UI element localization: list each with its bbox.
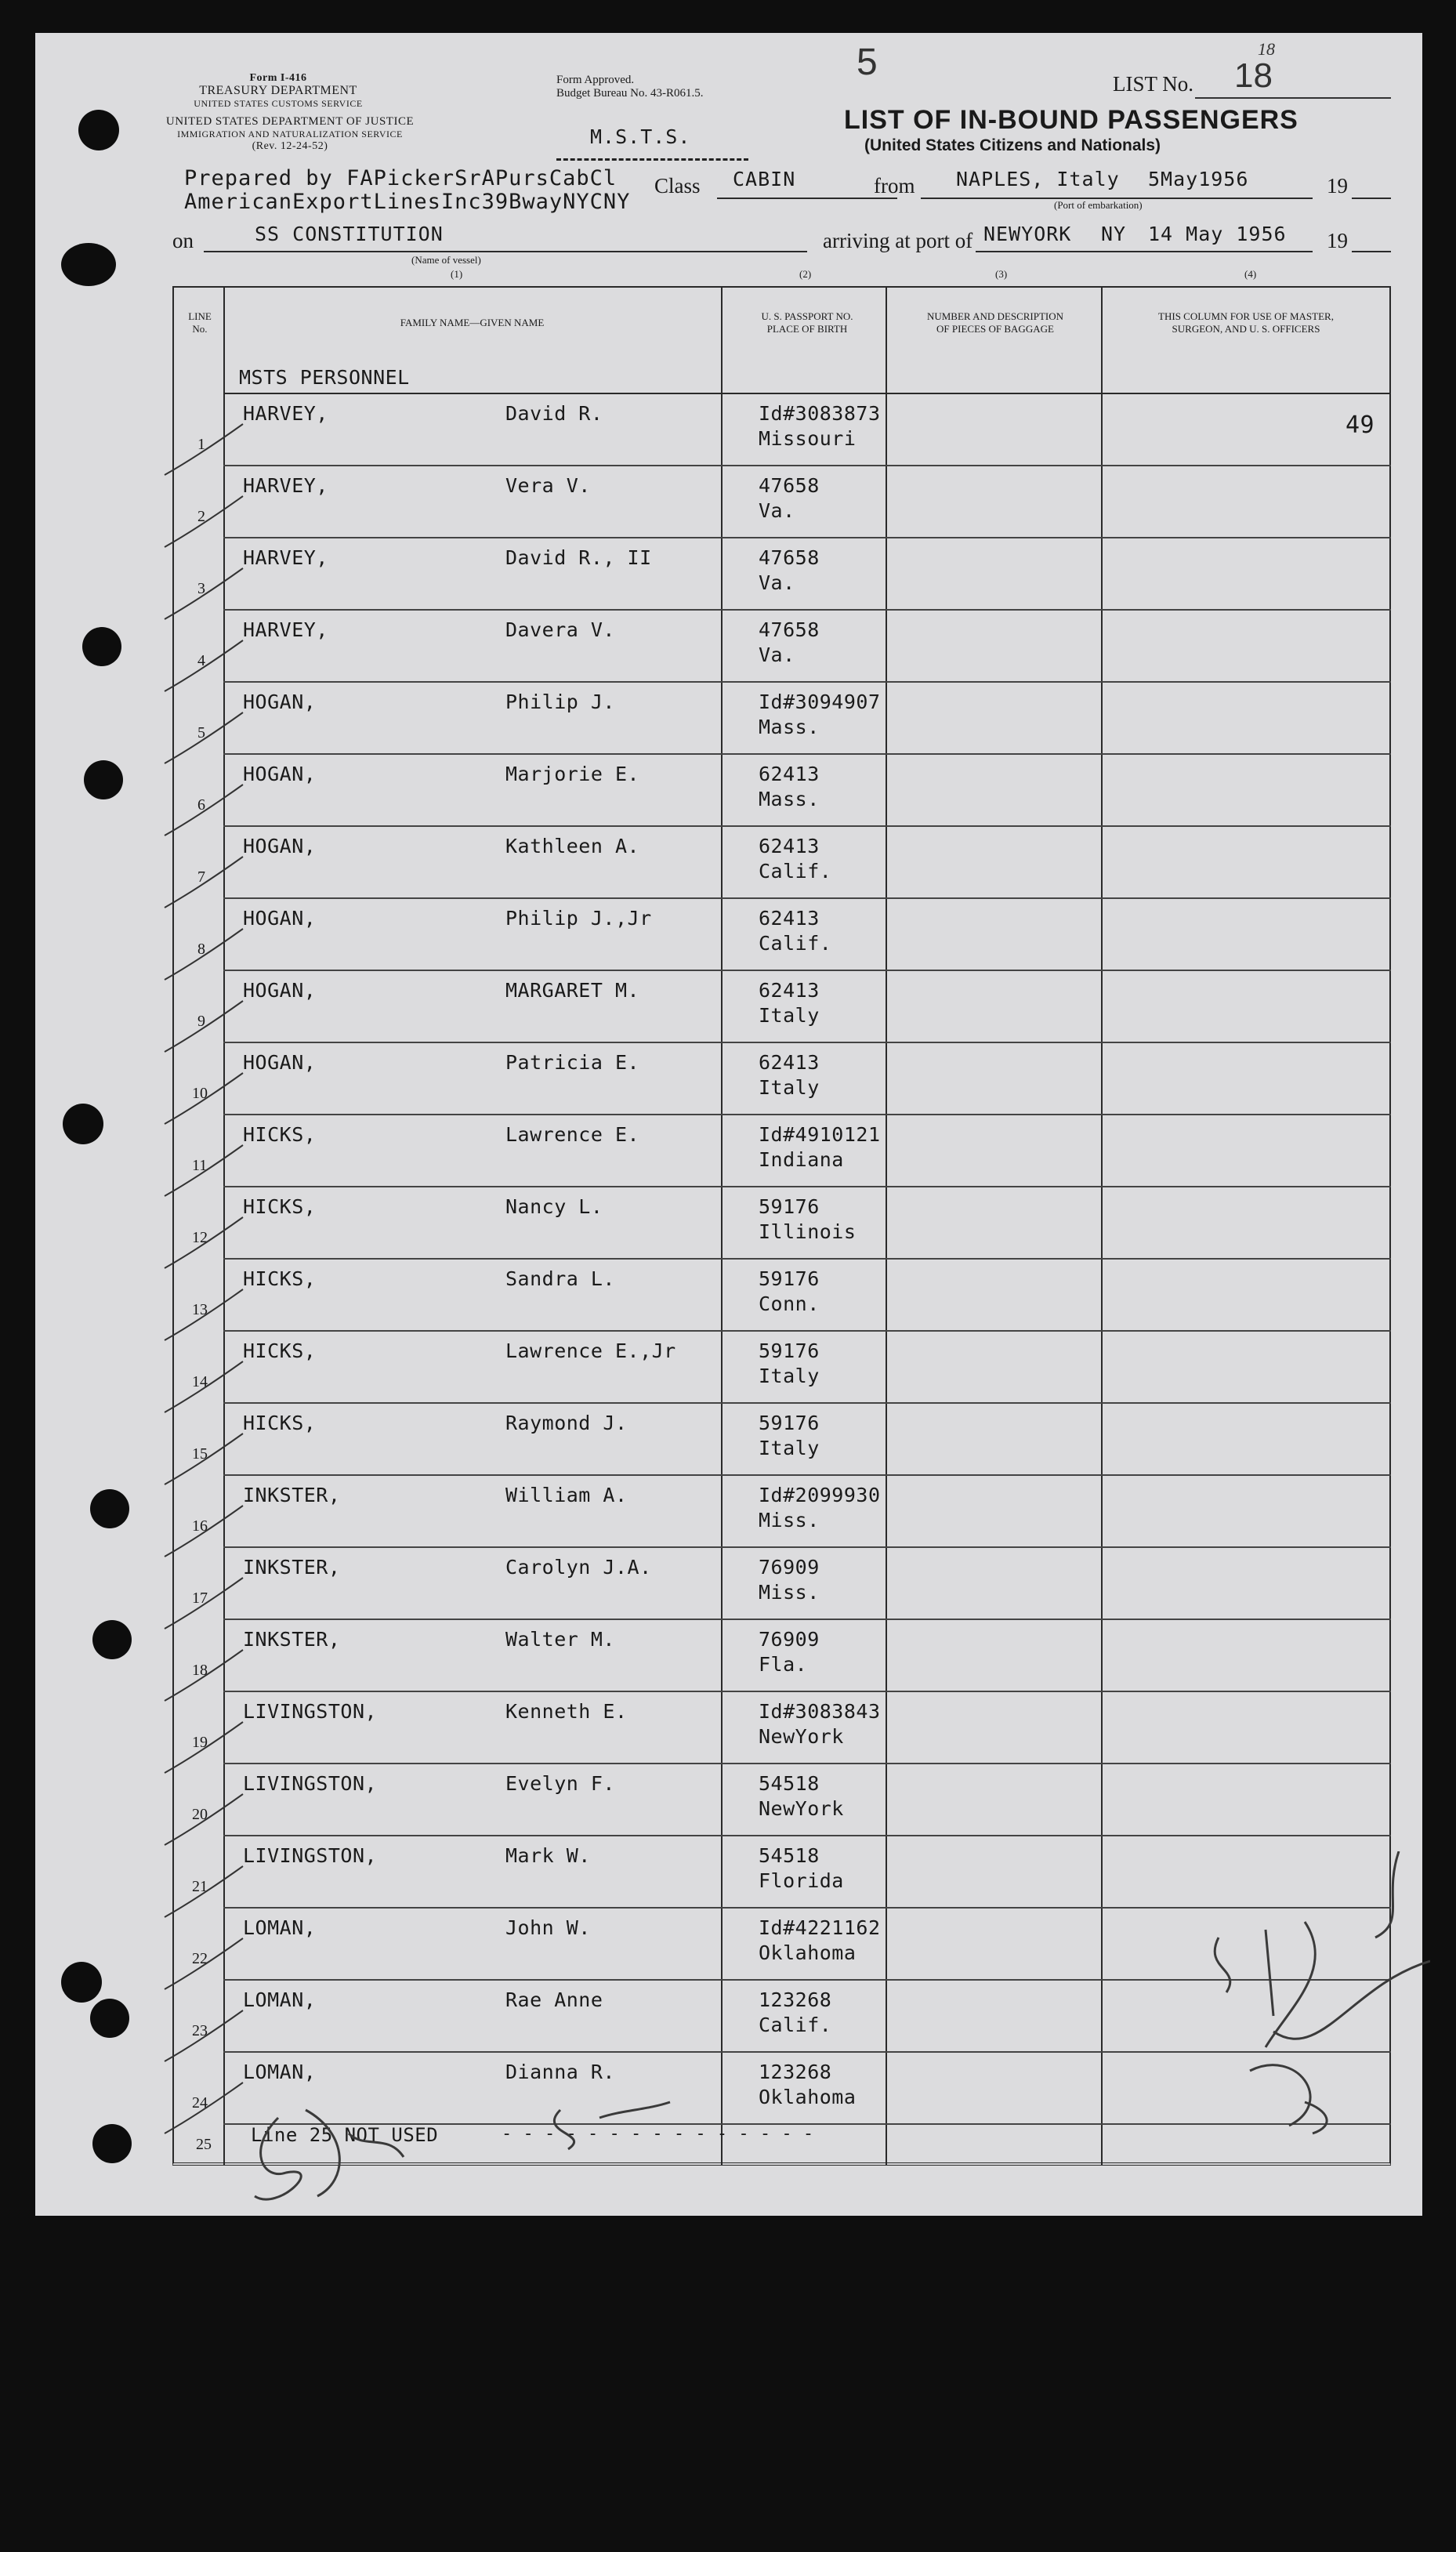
given-name: David R., II bbox=[505, 546, 652, 569]
line-number: 22 bbox=[192, 1950, 208, 1967]
header-passport: U. S. PASSPORT NO. PLACE OF BIRTH bbox=[761, 310, 853, 335]
approved-text: Form Approved. bbox=[556, 74, 635, 86]
passport-number: 54518 bbox=[759, 1772, 820, 1795]
family-name: LIVINGSTON, bbox=[243, 1700, 378, 1723]
header-baggage: NUMBER AND DESCRIPTION OF PIECES OF BAGGAGE bbox=[926, 310, 1064, 335]
place-of-birth: Miss. bbox=[759, 1581, 820, 1604]
check-mark bbox=[161, 1213, 247, 1276]
msts-label: M.S.T.S. bbox=[590, 125, 691, 148]
given-name: Kathleen A. bbox=[505, 835, 640, 857]
passport-number: 76909 bbox=[759, 1628, 820, 1651]
customs-service: UNITED STATES CUSTOMS SERVICE bbox=[194, 98, 363, 109]
check-mark bbox=[161, 997, 247, 1060]
place-of-birth: Mass. bbox=[759, 716, 820, 738]
row-divider bbox=[223, 1114, 1391, 1115]
passport-number: 62413 bbox=[759, 835, 820, 857]
line-number: 18 bbox=[192, 1662, 208, 1679]
check-mark bbox=[161, 1646, 247, 1709]
passport-number: 47658 bbox=[759, 474, 820, 497]
list-no-underline bbox=[1195, 97, 1391, 99]
family-name: LOMAN, bbox=[243, 1916, 317, 1939]
line-number: 24 bbox=[192, 2094, 208, 2112]
check-mark bbox=[161, 1862, 247, 1925]
place-of-birth: Miss. bbox=[759, 1509, 820, 1532]
family-name: HARVEY, bbox=[243, 546, 328, 569]
place-of-birth: Indiana bbox=[759, 1148, 844, 1171]
list-number-small: 18 bbox=[1258, 39, 1275, 59]
vessel-caption: (Name of vessel) bbox=[411, 254, 481, 266]
passport-number: 62413 bbox=[759, 763, 820, 785]
family-name: INKSTER, bbox=[243, 1556, 341, 1579]
prepared-by bbox=[184, 166, 617, 190]
header-line-no: LINE No. bbox=[188, 310, 212, 335]
passport-number: 59176 bbox=[759, 1267, 820, 1290]
place-of-birth: Italy bbox=[759, 1076, 820, 1099]
arrival-state: NY bbox=[1101, 223, 1127, 245]
from-year-label: 19 bbox=[1327, 174, 1348, 198]
handwritten-initials bbox=[231, 2086, 780, 2212]
given-name: Raymond J. bbox=[505, 1412, 628, 1434]
form-number: Form I-416 bbox=[249, 72, 307, 84]
form-approved bbox=[556, 74, 703, 100]
row-divider bbox=[223, 753, 1391, 755]
class-label: Class bbox=[654, 174, 701, 198]
family-name: LIVINGSTON, bbox=[243, 1844, 378, 1867]
family-name: HOGAN, bbox=[243, 763, 317, 785]
place-of-birth: Conn. bbox=[759, 1292, 820, 1315]
place-of-birth: Italy bbox=[759, 1004, 820, 1027]
punch-hole bbox=[61, 1962, 102, 2003]
line-number: 15 bbox=[192, 1445, 208, 1463]
given-name: Mark W. bbox=[505, 1844, 591, 1867]
place-of-birth: Calif. bbox=[759, 2014, 832, 2036]
given-name: Davera V. bbox=[505, 618, 615, 641]
header-name: FAMILY NAME—GIVEN NAME bbox=[400, 316, 545, 328]
place-of-birth: Missouri bbox=[759, 427, 857, 450]
given-name: Rae Anne bbox=[505, 1988, 603, 2011]
given-name: Evelyn F. bbox=[505, 1772, 615, 1795]
passport-number: 59176 bbox=[759, 1412, 820, 1434]
place-of-birth: Calif. bbox=[759, 860, 832, 883]
given-name: Philip J. bbox=[505, 691, 615, 713]
row-divider bbox=[223, 1619, 1391, 1620]
check-mark bbox=[161, 1574, 247, 1637]
check-mark bbox=[161, 1285, 247, 1348]
place-of-birth: Florida bbox=[759, 1869, 844, 1892]
header-officers: THIS COLUMN FOR USE OF MASTER, SURGEON, AND U. S. OFFICERS bbox=[1158, 310, 1334, 335]
family-name: INKSTER, bbox=[243, 1628, 341, 1651]
family-name: HARVEY, bbox=[243, 402, 328, 425]
form-header-doj bbox=[161, 115, 419, 153]
class-value: CABIN bbox=[733, 168, 796, 190]
family-name: LIVINGSTON, bbox=[243, 1772, 378, 1795]
form-header-treasury bbox=[172, 72, 384, 110]
row-divider bbox=[223, 1763, 1391, 1764]
arrival-underline bbox=[976, 251, 1313, 252]
punch-hole bbox=[61, 243, 116, 286]
family-name: HICKS, bbox=[243, 1339, 317, 1362]
line-number: 1 bbox=[197, 436, 205, 453]
place-of-birth: Italy bbox=[759, 1437, 820, 1459]
check-mark bbox=[161, 853, 247, 915]
place-of-birth: Oklahoma bbox=[759, 1941, 857, 1964]
punch-hole bbox=[92, 1620, 132, 1659]
line-number: 21 bbox=[192, 1878, 208, 1895]
given-name: David R. bbox=[505, 402, 603, 425]
handwritten-signature bbox=[1148, 1851, 1430, 2165]
row-divider bbox=[223, 681, 1391, 683]
vessel-underline bbox=[204, 251, 807, 252]
place-of-birth: NewYork bbox=[759, 1725, 844, 1748]
document-page bbox=[35, 33, 1422, 2216]
line-number: 16 bbox=[192, 1517, 208, 1535]
check-mark bbox=[161, 1358, 247, 1420]
vessel-name: SS CONSTITUTION bbox=[255, 223, 444, 245]
list-no-label: LIST No. bbox=[1113, 72, 1194, 96]
place-of-birth: Illinois bbox=[759, 1220, 857, 1243]
line-number: 12 bbox=[192, 1229, 208, 1246]
family-name: HARVEY, bbox=[243, 474, 328, 497]
passport-number: 62413 bbox=[759, 1051, 820, 1074]
from-port: NAPLES, Italy bbox=[956, 168, 1120, 190]
row-divider bbox=[223, 1691, 1391, 1692]
punch-hole bbox=[82, 627, 121, 666]
row-divider bbox=[223, 1330, 1391, 1332]
family-name: HOGAN, bbox=[243, 979, 317, 1002]
passport-number: 76909 bbox=[759, 1556, 820, 1579]
line-number: 17 bbox=[192, 1590, 208, 1607]
given-name: Nancy L. bbox=[505, 1195, 603, 1218]
passport-number: 62413 bbox=[759, 979, 820, 1002]
port-embark-caption: (Port of embarkation) bbox=[1054, 199, 1143, 211]
place-of-birth: NewYork bbox=[759, 1797, 844, 1820]
family-name: HARVEY, bbox=[243, 618, 328, 641]
arrival-date: 14 May 1956 bbox=[1148, 223, 1287, 245]
document-subtitle: (United States Citizens and Nationals) bbox=[864, 136, 1161, 154]
passport-number: Id#2099930 bbox=[759, 1484, 881, 1506]
row-divider bbox=[223, 609, 1391, 611]
arrival-year-underline bbox=[1352, 251, 1391, 252]
line-number: 6 bbox=[197, 796, 205, 814]
header-rule bbox=[223, 393, 1391, 394]
rev-label: (Rev. 12-24-52) bbox=[252, 140, 328, 152]
punch-hole bbox=[92, 2124, 132, 2163]
punch-hole bbox=[84, 760, 123, 799]
line-number-25: 25 bbox=[196, 2136, 212, 2153]
check-mark bbox=[161, 709, 247, 771]
punch-hole bbox=[63, 1104, 103, 1144]
list-number: 18 bbox=[1234, 56, 1273, 95]
place-of-birth: Mass. bbox=[759, 788, 820, 810]
given-name: Philip J.,Jr bbox=[505, 907, 652, 930]
line-number: 2 bbox=[197, 508, 205, 525]
place-of-birth: Calif. bbox=[759, 932, 832, 955]
given-name: Carolyn J.A. bbox=[505, 1556, 652, 1579]
given-name: Patricia E. bbox=[505, 1051, 640, 1074]
punch-hole bbox=[78, 110, 119, 150]
from-date: 5May1956 bbox=[1148, 168, 1249, 190]
from-label: from bbox=[874, 174, 915, 198]
family-name: LOMAN, bbox=[243, 1988, 317, 2011]
line-number: 7 bbox=[197, 868, 205, 886]
line-number: 8 bbox=[197, 941, 205, 958]
check-mark bbox=[161, 1141, 247, 1204]
passport-number: Id#3083843 bbox=[759, 1700, 881, 1723]
place-of-birth: Fla. bbox=[759, 1653, 808, 1676]
class-underline bbox=[717, 198, 897, 199]
col-num-3: (3) bbox=[995, 268, 1008, 280]
row-divider bbox=[223, 465, 1391, 466]
check-mark bbox=[161, 1718, 247, 1781]
row-divider bbox=[223, 1186, 1391, 1187]
given-name: MARGARET M. bbox=[505, 979, 640, 1002]
given-name: Vera V. bbox=[505, 474, 591, 497]
family-name: HICKS, bbox=[243, 1123, 317, 1146]
doj-label: UNITED STATES DEPARTMENT OF JUSTICE bbox=[165, 115, 415, 128]
passport-number: Id#3083873 bbox=[759, 402, 881, 425]
col-divider-passport bbox=[886, 286, 887, 2166]
passport-number: Id#4910121 bbox=[759, 1123, 881, 1146]
page-mark: 5 bbox=[857, 42, 878, 83]
line-number: 3 bbox=[197, 580, 205, 597]
check-mark bbox=[161, 1430, 247, 1492]
family-name: HOGAN, bbox=[243, 835, 317, 857]
family-name: HOGAN, bbox=[243, 1051, 317, 1074]
row-divider bbox=[223, 1258, 1391, 1260]
check-mark bbox=[161, 1934, 247, 1997]
passport-number: 123268 bbox=[759, 2061, 832, 2083]
msts-underline bbox=[556, 158, 748, 161]
arriving-label: arriving at port of bbox=[823, 229, 973, 252]
col-num-4: (4) bbox=[1244, 268, 1257, 280]
passport-number: 47658 bbox=[759, 618, 820, 641]
passport-number: 54518 bbox=[759, 1844, 820, 1867]
passport-number: 59176 bbox=[759, 1339, 820, 1362]
check-mark bbox=[161, 1502, 247, 1564]
from-year-underline bbox=[1352, 198, 1391, 199]
group-label: MSTS PERSONNEL bbox=[239, 366, 410, 389]
family-name: LOMAN, bbox=[243, 2061, 317, 2083]
family-name: HICKS, bbox=[243, 1267, 317, 1290]
prepared-by-company: AmericanExportLinesInc39BwayNYCNY bbox=[184, 190, 631, 214]
line-number: 14 bbox=[192, 1373, 208, 1390]
line-number: 5 bbox=[197, 724, 205, 741]
passport-number: 123268 bbox=[759, 1988, 832, 2011]
check-mark bbox=[161, 1069, 247, 1132]
family-name: HICKS, bbox=[243, 1412, 317, 1434]
given-name: Sandra L. bbox=[505, 1267, 615, 1290]
ins-label: IMMIGRATION AND NATURALIZATION SERVICE bbox=[177, 129, 403, 140]
row-divider bbox=[223, 897, 1391, 899]
family-name: HOGAN, bbox=[243, 907, 317, 930]
row-divider bbox=[223, 1402, 1391, 1404]
col-divider-name bbox=[721, 286, 723, 2166]
row-divider bbox=[223, 1474, 1391, 1476]
line-25-dashes: - - - - - - - - - - - - - - - bbox=[502, 2124, 814, 2144]
line-number: 20 bbox=[192, 1806, 208, 1823]
line-number: 19 bbox=[192, 1734, 208, 1751]
given-name: Walter M. bbox=[505, 1628, 615, 1651]
line-number: 11 bbox=[192, 1157, 208, 1174]
check-mark bbox=[161, 781, 247, 843]
check-mark bbox=[161, 492, 247, 555]
col-num-2: (2) bbox=[799, 268, 812, 280]
check-mark bbox=[161, 636, 247, 699]
line-number: 9 bbox=[197, 1013, 205, 1030]
line-number: 13 bbox=[192, 1301, 208, 1318]
check-mark bbox=[161, 564, 247, 627]
line-25-note: Line 25 NOT USED bbox=[251, 2124, 439, 2146]
check-mark bbox=[161, 925, 247, 988]
given-name: Lawrence E.,Jr bbox=[505, 1339, 676, 1362]
col-num-1: (1) bbox=[451, 268, 463, 280]
place-of-birth: Va. bbox=[759, 643, 795, 666]
treasury-dept: TREASURY DEPARTMENT bbox=[199, 84, 357, 97]
given-name: William A. bbox=[505, 1484, 628, 1506]
row-divider bbox=[223, 1042, 1391, 1043]
prepared-by-line1: Prepared by FAPickerSrAPursCabCl bbox=[184, 166, 618, 190]
given-name: John W. bbox=[505, 1916, 591, 1939]
row-divider bbox=[223, 970, 1391, 971]
passport-number: 59176 bbox=[759, 1195, 820, 1218]
line-number: 4 bbox=[197, 652, 205, 669]
given-name: Lawrence E. bbox=[505, 1123, 640, 1146]
arrival-port: NEWYORK bbox=[983, 223, 1072, 245]
check-mark bbox=[161, 2006, 247, 2069]
row-divider bbox=[223, 1835, 1391, 1836]
punch-hole bbox=[90, 1999, 129, 2038]
place-of-birth: Va. bbox=[759, 571, 795, 594]
arrival-year-label: 19 bbox=[1327, 229, 1348, 252]
given-name: Dianna R. bbox=[505, 2061, 615, 2083]
given-name: Kenneth E. bbox=[505, 1700, 628, 1723]
col-divider-baggage bbox=[1101, 286, 1103, 2166]
check-mark bbox=[161, 1790, 247, 1853]
on-label: on bbox=[172, 229, 194, 252]
budget-text: Budget Bureau No. 43-R061.5. bbox=[556, 87, 704, 100]
family-name: HOGAN, bbox=[243, 691, 317, 713]
passport-number: Id#3094907 bbox=[759, 691, 881, 713]
family-name: INKSTER, bbox=[243, 1484, 341, 1506]
row-divider bbox=[223, 1546, 1391, 1548]
given-name: Marjorie E. bbox=[505, 763, 640, 785]
officer-note: 49 bbox=[1346, 411, 1375, 439]
family-name: HICKS, bbox=[243, 1195, 317, 1218]
document-title: LIST OF IN-BOUND PASSENGERS bbox=[844, 105, 1298, 135]
line-number: 10 bbox=[192, 1085, 208, 1102]
passport-number: Id#4221162 bbox=[759, 1916, 881, 1939]
place-of-birth: Oklahoma bbox=[759, 2086, 857, 2108]
passport-number: 62413 bbox=[759, 907, 820, 930]
row-divider bbox=[223, 825, 1391, 827]
place-of-birth: Italy bbox=[759, 1365, 820, 1387]
check-mark bbox=[161, 420, 247, 483]
passport-number: 47658 bbox=[759, 546, 820, 569]
row-divider bbox=[223, 537, 1391, 538]
place-of-birth: Va. bbox=[759, 499, 795, 522]
line-number: 23 bbox=[192, 2022, 208, 2039]
punch-hole bbox=[90, 1489, 129, 1528]
